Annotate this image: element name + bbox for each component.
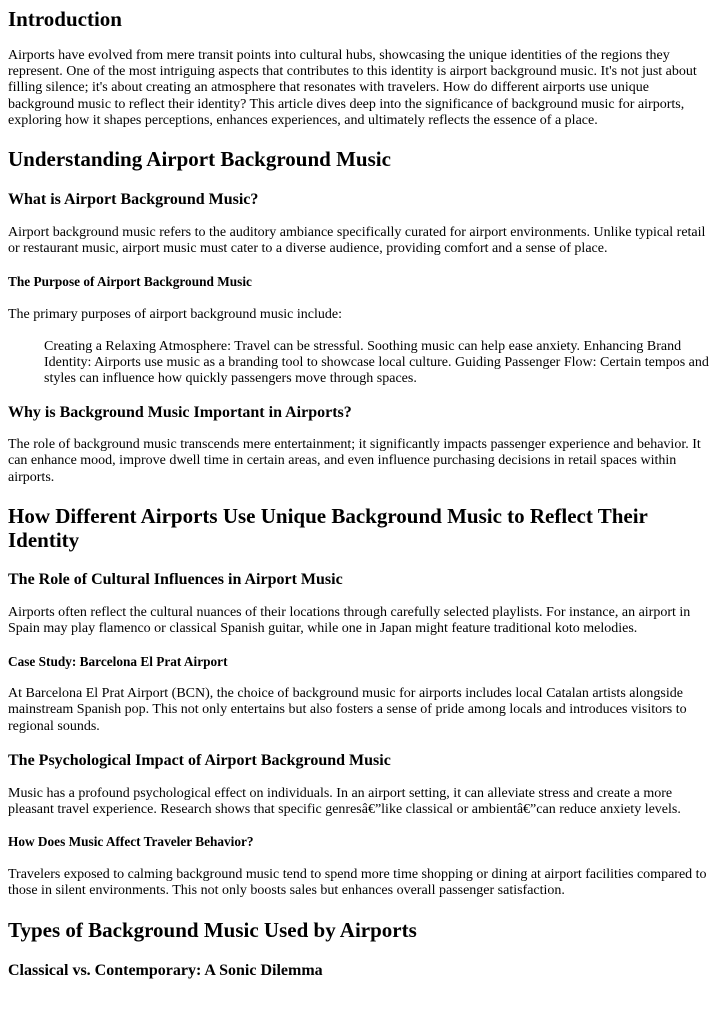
what-is-paragraph: Airport background music refers to the auditory ambiance specifically curated for airport environments. Unlike typical retail or restaurant music, airport music must cater to a diverse audience, providing comfort and a sense of place. [8, 225, 706, 257]
cultural-role-heading: The Role of Cultural Influences in Airport Music [8, 570, 343, 588]
what-is-heading: What is Airport Background Music? [8, 191, 259, 209]
purpose-paragraph: The primary purposes of airport background music include: [8, 307, 342, 323]
classical-heading: Classical vs. Contemporary: A Sonic Dilemma [8, 961, 323, 979]
purpose-quote: Creating a Relaxing Atmosphere: Travel can be stressful. Soothing music can help ease anxiety. Enhancing Brand Identity: Airports use music as a branding tool to showcase local culture. Guiding Passenger Flow: Certain tempos and styles can influence how quickly passengers move through spaces. [44, 338, 709, 387]
article [0, 7, 720, 980]
why-paragraph: The role of background music transcends mere entertainment; it significantly impacts passenger experience and behavior. It can enhance mood, improve dwell time in certain areas, and even influence purchasing decisions in retail spaces within airports. [8, 437, 701, 485]
behavior-heading: How Does Music Affect Traveler Behavior? [8, 834, 254, 850]
introduction-heading: Introduction [8, 7, 122, 31]
understanding-heading: Understanding Airport Background Music [8, 147, 391, 172]
introduction-paragraph: Airports have evolved from mere transit points into cultural hubs, showcasing the unique identities of the regions they represent. One of the most intriguing aspects that contributes to this identity is airport background music. It's not just about filling silence; it's about creating an atmosphere that resonates with travelers. How do different airports use unique background music to reflect their identity? This article dives deep into the significance of background music for airports, exploring how it shapes perceptions, enhances experiences, and ultimately reflects the essence of a place. [8, 48, 697, 128]
types-heading: Types of Background Music Used by Airports [8, 917, 417, 942]
purpose-heading: The Purpose of Airport Background Music [8, 274, 252, 290]
how-different-heading: How Different Airports Use Unique Background Music to Reflect Their Identity [8, 503, 648, 552]
why-heading: Why is Background Music Important in Airports? [8, 404, 352, 422]
psychological-heading: The Psychological Impact of Airport Background Music [8, 751, 391, 769]
case-study-paragraph: At Barcelona El Prat Airport (BCN), the choice of background music for airports includes local Catalan artists alongside mainstream Spanish pop. This not only entertains but also fosters a sense of pride among locals and introduces visitors to regional sounds. [8, 686, 687, 734]
psychological-paragraph: Music has a profound psychological effect on individuals. In an airport setting, it can alleviate stress and create a more pleasant travel experience. Research shows that specific genresâ€”like classical or ambientâ€”can reduce anxiety levels. [8, 785, 681, 818]
cultural-role-paragraph: Airports often reflect the cultural nuances of their locations through carefully selected playlists. For instance, an airport in Spain may play flamenco or classical Spanish guitar, while one in Japan might feature traditional koto melodies. [8, 604, 691, 637]
case-study-heading: Case Study: Barcelona El Prat Airport [8, 654, 228, 670]
behavior-paragraph: Travelers exposed to calming background music tend to spend more time shopping or dining at airport facilities compared to those in silent environments. This not only boosts sales but enhances overall passenger satisfaction. [8, 867, 707, 899]
